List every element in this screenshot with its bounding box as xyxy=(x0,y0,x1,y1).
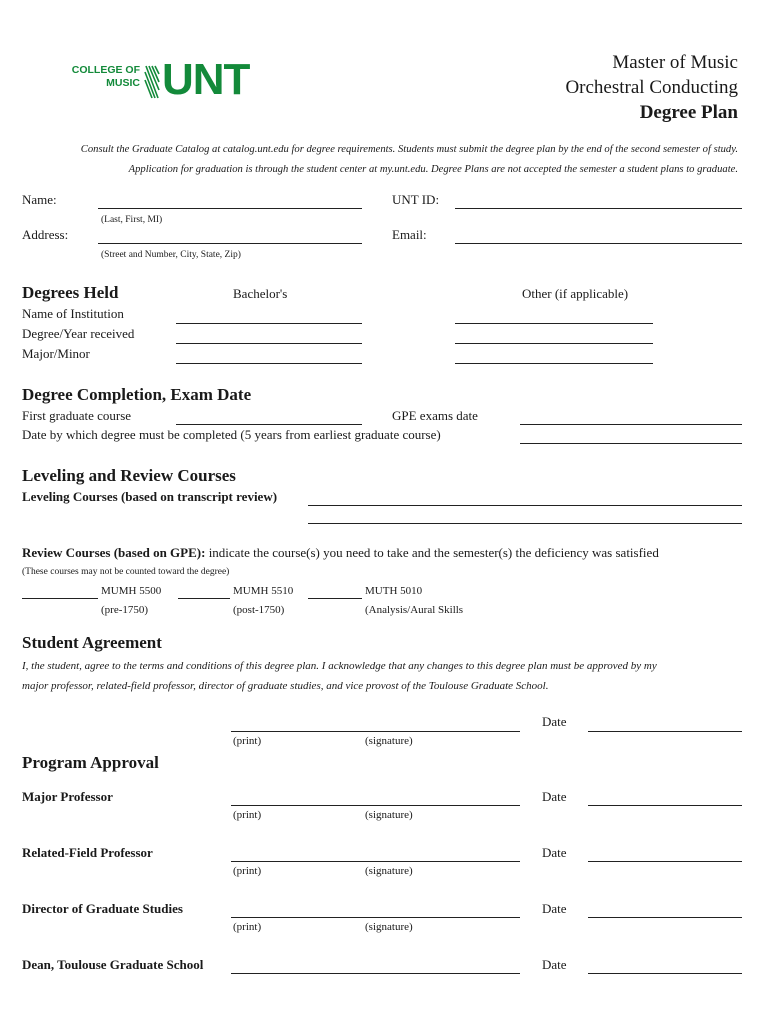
muth5010-code: MUTH 5010 xyxy=(365,585,423,597)
degree-year-label: Degree/Year received xyxy=(22,326,135,341)
related-field-date-field[interactable] xyxy=(588,861,742,862)
director-date-field[interactable] xyxy=(588,917,742,918)
other-column-label: Other (if applicable) xyxy=(522,286,629,301)
name-label: Name: xyxy=(22,192,57,207)
intro-line2: Application for graduation is through the student center at my.unt.edu. Degree Plans are not accepted the semester a student plans to graduate. xyxy=(128,164,738,175)
unt-id-field[interactable] xyxy=(455,208,742,209)
logo-unt-mark: UNT xyxy=(162,55,250,104)
major-professor-print-hint: (print) xyxy=(233,809,262,821)
director-signature-hint: (signature) xyxy=(365,921,413,933)
dean-label: Dean, Toulouse Graduate School xyxy=(22,957,204,972)
review-label: Review Courses (based on GPE): xyxy=(22,545,206,560)
director-signature-field[interactable] xyxy=(231,917,520,918)
header-program: Master of Music xyxy=(612,52,738,73)
leveling-field-2[interactable] xyxy=(308,523,742,524)
bachelors-column-label: Bachelor's xyxy=(233,286,288,301)
other-major-minor-field[interactable] xyxy=(455,363,653,364)
email-field[interactable] xyxy=(455,243,742,244)
leveling-field-1[interactable] xyxy=(308,505,742,506)
muth5010-desc: (Analysis/Aural Skills xyxy=(365,604,464,616)
student-date-field[interactable] xyxy=(588,731,742,732)
name-field[interactable] xyxy=(98,208,362,209)
agreement-line2: major professor, related-field professor, director of graduate studies, and vice provost of the Toulouse Graduate School. xyxy=(22,680,549,692)
muth5010-field[interactable] xyxy=(308,598,362,599)
mumh5500-field[interactable] xyxy=(22,598,98,599)
student-signature-hint: (signature) xyxy=(365,735,413,747)
intro-line1: Consult the Graduate Catalog at catalog.unt.edu for degree requirements. Students must submit the degree plan by the end of the second semester of study. xyxy=(80,144,738,155)
related-field-professor-label: Related-Field Professor xyxy=(22,845,153,860)
dean-signature-field[interactable] xyxy=(231,973,520,974)
student-print-hint: (print) xyxy=(233,735,262,747)
other-institution-field[interactable] xyxy=(455,323,653,324)
director-date-label: Date xyxy=(542,901,567,916)
logo-college-line1: COLLEGE OF xyxy=(71,64,140,76)
review-note: (These courses may not be counted toward the degree) xyxy=(22,567,230,577)
degrees-held-heading: Degrees Held xyxy=(22,283,119,302)
related-field-date-label: Date xyxy=(542,845,567,860)
unt-logo xyxy=(62,55,272,106)
mumh5500-code: MUMH 5500 xyxy=(101,585,162,597)
first-course-field[interactable] xyxy=(176,424,362,425)
other-degree-year-field[interactable] xyxy=(455,343,653,344)
bachelors-institution-field[interactable] xyxy=(176,323,362,324)
mumh5500-desc: (pre-1750) xyxy=(101,604,149,616)
student-signature-field[interactable] xyxy=(231,731,520,732)
leveling-heading: Leveling and Review Courses xyxy=(22,466,236,485)
dean-date-label: Date xyxy=(542,957,567,972)
mumh5510-field[interactable] xyxy=(178,598,230,599)
approval-heading: Program Approval xyxy=(22,753,159,772)
agreement-line1: I, the student, agree to the terms and conditions of this degree plan. I acknowledge that any changes to this degree plan must be approved by my xyxy=(22,660,657,672)
director-print-hint: (print) xyxy=(233,921,262,933)
gpe-date-label: GPE exams date xyxy=(392,408,478,423)
name-hint: (Last, First, MI) xyxy=(101,215,163,225)
deadline-label: Date by which degree must be completed (5 years from earliest graduate course) xyxy=(22,427,441,442)
related-field-signature-field[interactable] xyxy=(231,861,520,862)
eagle-stripes-icon xyxy=(144,64,160,100)
director-graduate-studies-label: Director of Graduate Studies xyxy=(22,901,183,916)
major-professor-signature-field[interactable] xyxy=(231,805,520,806)
bachelors-degree-year-field[interactable] xyxy=(176,343,362,344)
address-label: Address: xyxy=(22,227,69,242)
address-hint: (Street and Number, City, State, Zip) xyxy=(101,250,241,260)
leveling-label: Leveling Courses (based on transcript review) xyxy=(22,489,278,504)
related-field-print-hint: (print) xyxy=(233,865,262,877)
first-course-label: First graduate course xyxy=(22,408,132,423)
mumh5510-desc: (post-1750) xyxy=(233,604,285,616)
header-concentration: Orchestral Conducting xyxy=(565,77,738,98)
bachelors-major-minor-field[interactable] xyxy=(176,363,362,364)
review-instructions: indicate the course(s) you need to take and the semester(s) the deficiency was satisfied xyxy=(205,545,659,560)
unt-id-label: UNT ID: xyxy=(392,192,440,207)
major-minor-label: Major/Minor xyxy=(22,346,90,361)
related-field-signature-hint: (signature) xyxy=(365,865,413,877)
major-professor-signature-hint: (signature) xyxy=(365,809,413,821)
header-title: Degree Plan xyxy=(639,102,738,123)
completion-heading: Degree Completion, Exam Date xyxy=(22,385,252,404)
mumh5510-code: MUMH 5510 xyxy=(233,585,294,597)
gpe-date-field[interactable] xyxy=(520,424,742,425)
agreement-heading: Student Agreement xyxy=(22,633,162,652)
email-label: Email: xyxy=(392,227,427,242)
logo-college-line2: MUSIC xyxy=(106,77,140,89)
deadline-field[interactable] xyxy=(520,443,742,444)
address-field[interactable] xyxy=(98,243,362,244)
institution-label: Name of Institution xyxy=(22,306,124,321)
student-date-label: Date xyxy=(542,714,567,729)
major-professor-date-label: Date xyxy=(542,789,567,804)
dean-date-field[interactable] xyxy=(588,973,742,974)
major-professor-date-field[interactable] xyxy=(588,805,742,806)
major-professor-label: Major Professor xyxy=(22,789,113,804)
